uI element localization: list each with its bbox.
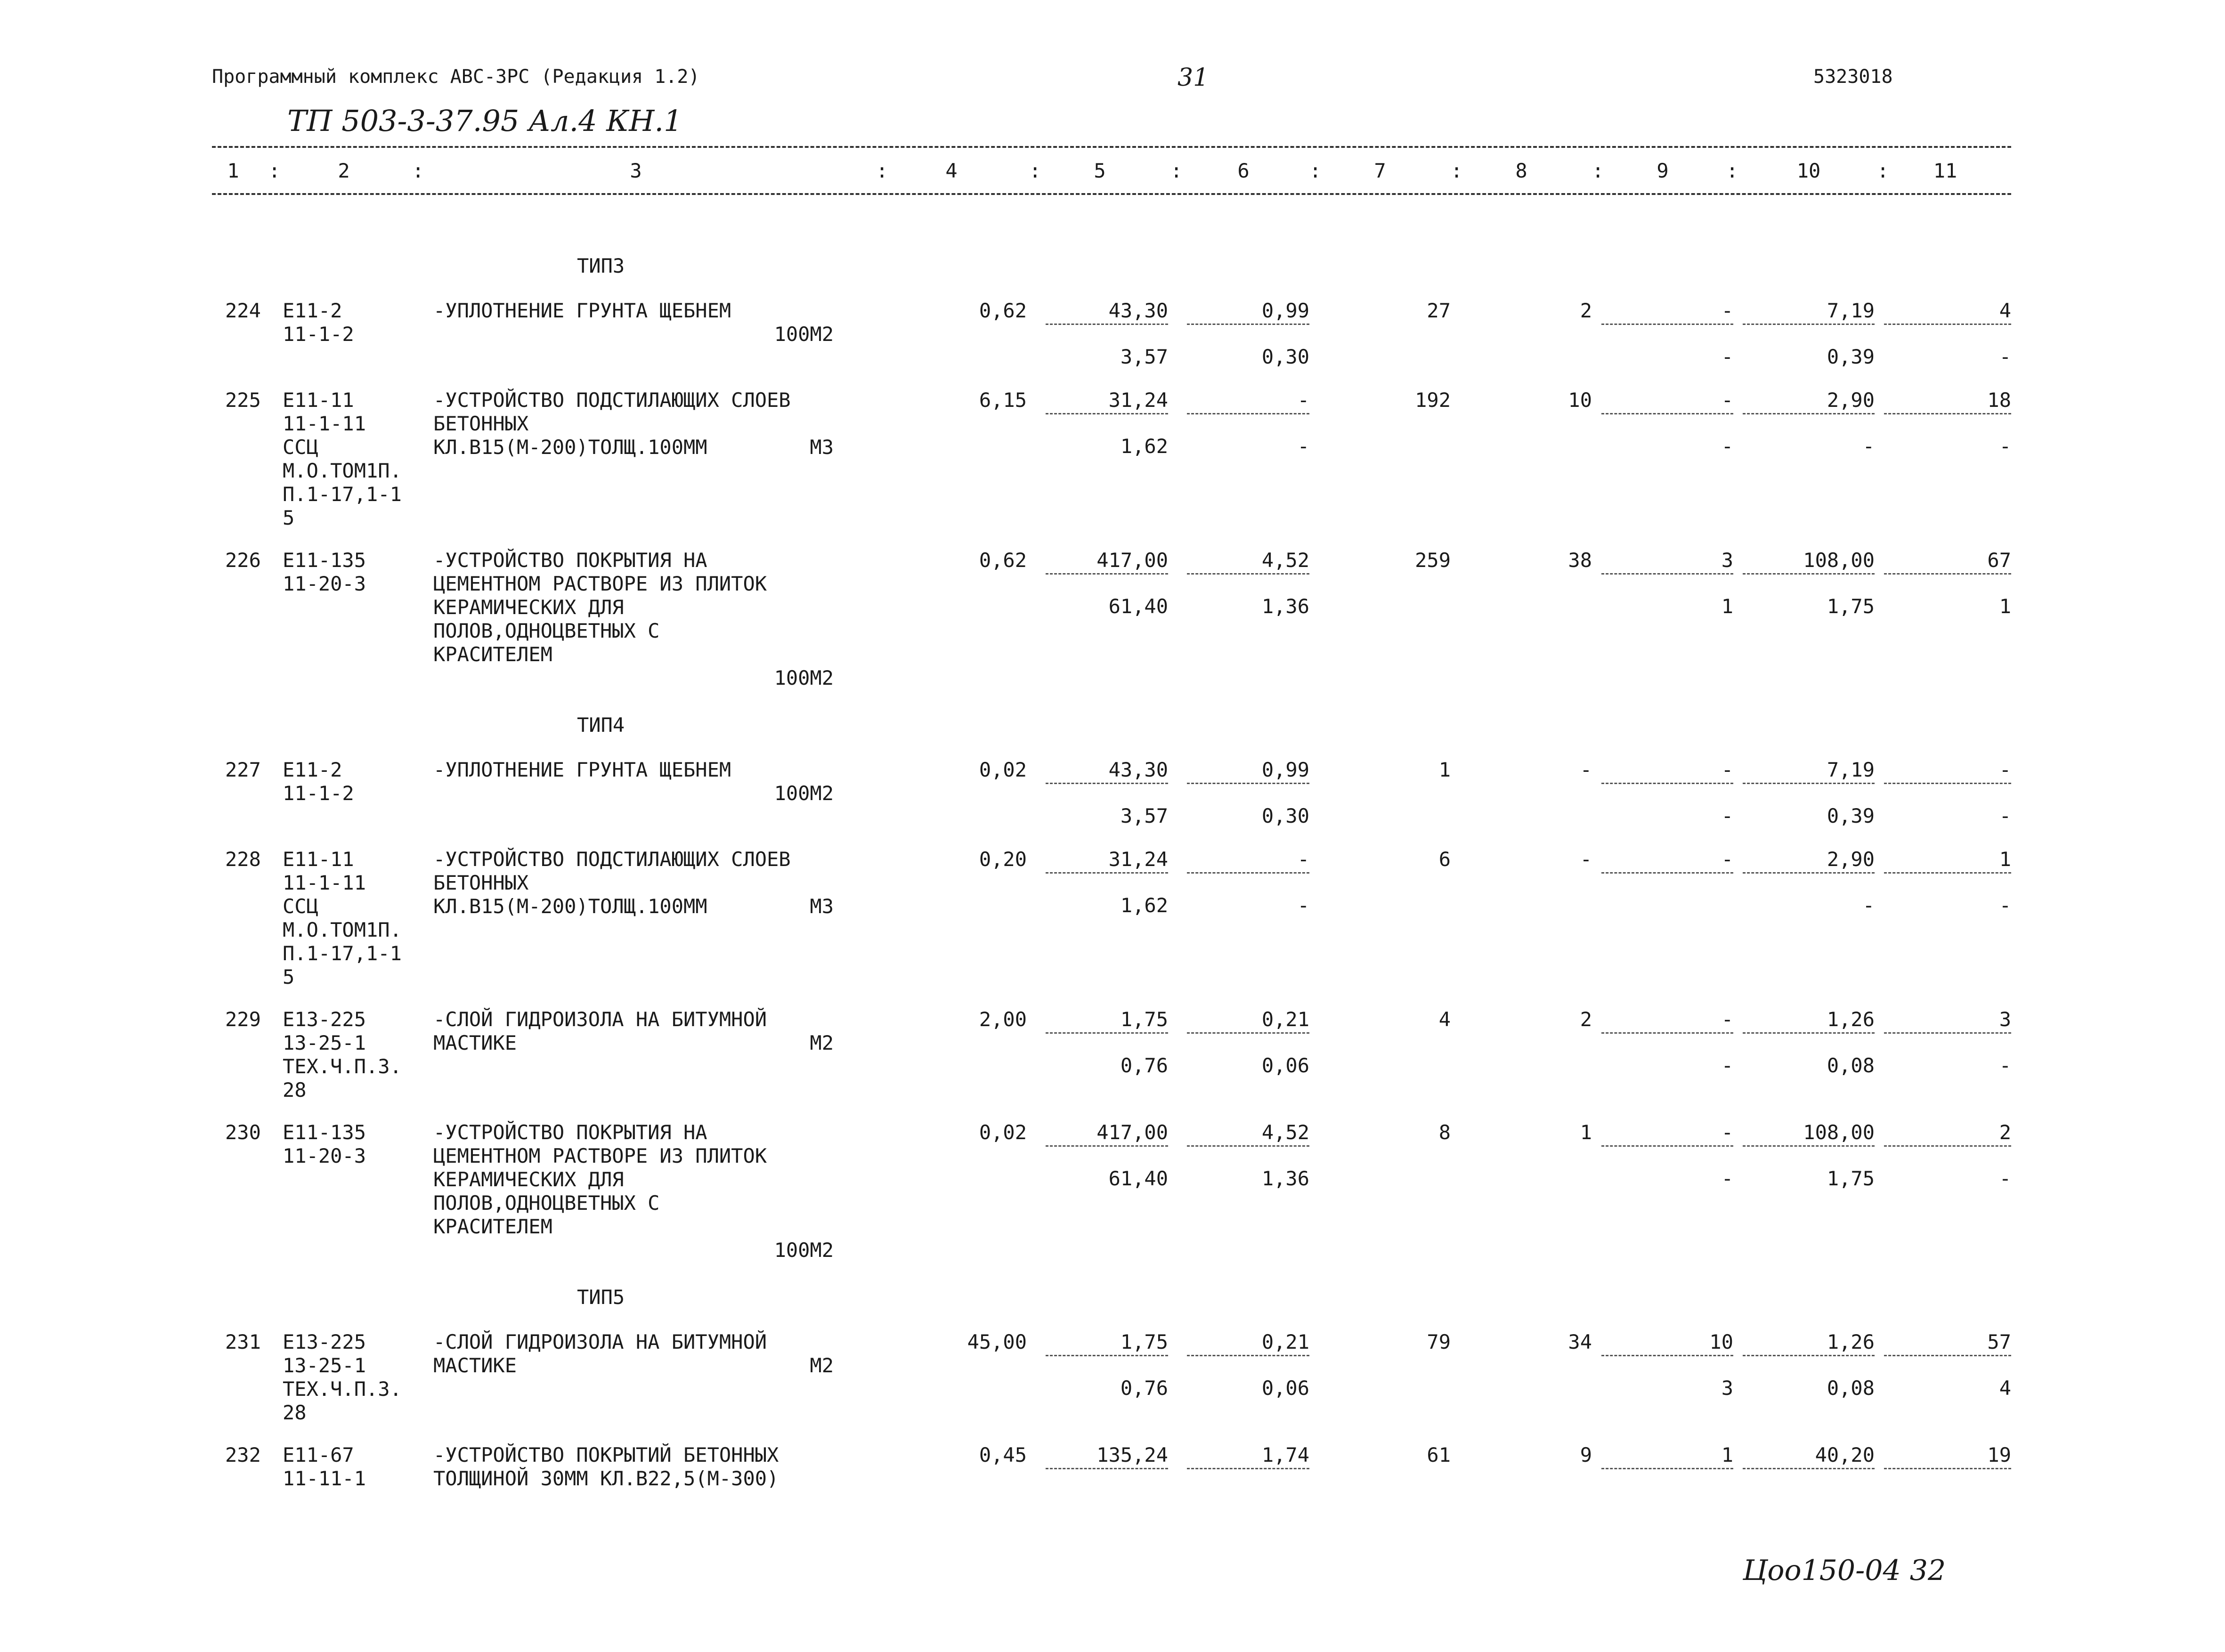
row-227-col-5: 43,30 [1108, 758, 1168, 781]
row-231-col-10: 1,26 [1827, 1330, 1875, 1353]
row-231-col-10-lower: 0,08 [1827, 1377, 1875, 1400]
row-225-unit: М3 [810, 436, 834, 459]
footer-handwritten: Цоо150-04 32 [1743, 1554, 1946, 1587]
row-231-col-5-lower: 0,76 [1120, 1377, 1168, 1400]
row-230-col-8: 1 [1580, 1121, 1592, 1144]
row-230-fraction-rule [1743, 1145, 1875, 1147]
row-228-col-10: 2,90 [1827, 848, 1875, 871]
row-224-number: 224 [225, 299, 261, 322]
row-224-col-11: 4 [1999, 299, 2011, 322]
column-header-10: 10 [1796, 159, 1821, 182]
section-title: ТИП5 [577, 1286, 625, 1309]
column-separator: : [1592, 159, 1604, 182]
row-225-col-10-lower: - [1862, 435, 1875, 458]
row-226-col-6-lower: 1,36 [1261, 595, 1309, 618]
row-225-col-7: 192 [1415, 389, 1451, 412]
row-227-col-11-lower: - [1999, 804, 2011, 827]
row-225-col-5: 31,24 [1108, 389, 1168, 412]
row-226-col-9-lower: 1 [1721, 595, 1733, 618]
row-230-col-6: 4,52 [1261, 1121, 1309, 1144]
row-228-col-5: 31,24 [1108, 848, 1168, 871]
row-229-description-line: -СЛОЙ ГИДРОИЗОЛА НА БИТУМНОЙ [433, 1008, 767, 1031]
row-231-col-5: 1,75 [1120, 1330, 1168, 1353]
row-229-col-4: 2,00 [979, 1008, 1027, 1031]
row-224-col-11-lower: - [1999, 345, 2011, 368]
row-228-description-line: КЛ.В15(М-200)ТОЛЩ.100ММ [433, 895, 707, 918]
row-225-code-line: 5 [283, 506, 295, 529]
row-228-col-7: 6 [1438, 848, 1451, 871]
row-232-description-line: -УСТРОЙСТВО ПОКРЫТИЙ БЕТОННЫХ [433, 1443, 779, 1466]
row-225-col-6-lower: - [1297, 435, 1309, 458]
row-230-fraction-rule [1046, 1145, 1168, 1147]
row-230-fraction-rule [1884, 1145, 2011, 1147]
row-227-col-9-lower: - [1721, 804, 1733, 827]
row-229-col-10: 1,26 [1827, 1008, 1875, 1031]
row-230-col-10: 108,00 [1803, 1121, 1875, 1144]
section-title: ТИП3 [577, 254, 625, 277]
row-228-col-8: - [1580, 848, 1592, 871]
row-228-code-line: 11-1-11 [283, 871, 366, 894]
row-230-col-5: 417,00 [1096, 1121, 1168, 1144]
row-224-col-8: 2 [1580, 299, 1592, 322]
row-225-fraction-rule [1046, 413, 1168, 414]
row-231-code-line: Е13-225 [283, 1330, 366, 1353]
row-228-fraction-rule [1046, 872, 1168, 874]
column-separator: : [1726, 159, 1738, 182]
row-229-col-11-lower: - [1999, 1054, 2011, 1077]
row-229-col-5: 1,75 [1120, 1008, 1168, 1031]
row-230-description-line: КЕРАМИЧЕСКИХ ДЛЯ [433, 1168, 624, 1191]
row-229-fraction-rule [1187, 1032, 1309, 1034]
page-number: 31 [1177, 64, 1209, 92]
row-227-code-line: 11-1-2 [283, 782, 354, 805]
row-227-col-4: 0,02 [979, 758, 1027, 781]
row-226-code-line: 11-20-3 [283, 572, 366, 595]
row-229-fraction-rule [1046, 1032, 1168, 1034]
column-header-4: 4 [945, 159, 958, 182]
row-228-col-9: - [1721, 848, 1733, 871]
column-separator: : [268, 159, 281, 182]
row-228-col-11-lower: - [1999, 894, 2011, 917]
row-224-col-5: 43,30 [1108, 299, 1168, 322]
row-226-col-4: 0,62 [979, 549, 1027, 572]
row-226-col-10-lower: 1,75 [1827, 595, 1875, 618]
row-230-col-4: 0,02 [979, 1121, 1027, 1144]
row-225-col-4: 6,15 [979, 389, 1027, 412]
column-header-9: 9 [1657, 159, 1669, 182]
row-232-col-9: 1 [1721, 1443, 1733, 1466]
column-header-7: 7 [1374, 159, 1386, 182]
handwritten-reference: ТП 503-3-37.95 Ал.4 КН.1 [287, 104, 682, 138]
row-225-col-6: - [1297, 389, 1309, 412]
row-229-col-7: 4 [1438, 1008, 1451, 1031]
row-230-description-line: КРАСИТЕЛЕМ [433, 1215, 552, 1238]
row-227-fraction-rule [1743, 783, 1875, 784]
row-224-col-9: - [1721, 299, 1733, 322]
row-231-fraction-rule [1187, 1355, 1309, 1356]
row-231-col-7: 79 [1427, 1330, 1451, 1353]
row-226-description-line: -УСТРОЙСТВО ПОКРЫТИЯ НА [433, 549, 707, 572]
row-228-col-11: 1 [1999, 848, 2011, 871]
row-224-col-5-lower: 3,57 [1120, 345, 1168, 368]
row-231-col-8: 34 [1568, 1330, 1592, 1353]
row-224-fraction-rule [1884, 324, 2011, 325]
column-separator: : [412, 159, 424, 182]
row-228-col-6-lower: - [1297, 894, 1309, 917]
row-224-unit: 100М2 [774, 323, 834, 346]
row-230-fraction-rule [1187, 1145, 1309, 1147]
row-225-number: 225 [225, 389, 261, 412]
row-230-unit: 100М2 [774, 1239, 834, 1262]
header-rule-bottom [212, 193, 2011, 195]
row-229-number: 229 [225, 1008, 261, 1031]
column-header-8: 8 [1515, 159, 1527, 182]
row-232-number: 232 [225, 1443, 261, 1466]
row-226-col-6: 4,52 [1261, 549, 1309, 572]
row-227-unit: 100М2 [774, 782, 834, 805]
row-231-code-line: ТЕХ.Ч.П.3. [283, 1377, 402, 1401]
row-224-col-9-lower: - [1721, 345, 1733, 368]
section-title: ТИП4 [577, 713, 625, 737]
row-232-fraction-rule [1046, 1468, 1168, 1469]
row-225-col-11-lower: - [1999, 435, 2011, 458]
row-232-col-10: 40,20 [1815, 1443, 1875, 1466]
row-229-fraction-rule [1743, 1032, 1875, 1034]
row-224-code-line: 11-1-2 [283, 323, 354, 346]
row-225-col-9: - [1721, 389, 1733, 412]
row-228-description-line: БЕТОННЫХ [433, 871, 529, 894]
row-227-col-11: - [1999, 758, 2011, 781]
row-229-col-9: - [1721, 1008, 1733, 1031]
row-226-description-line: ПОЛОВ,ОДНОЦВЕТНЫХ С [433, 619, 660, 642]
row-230-number: 230 [225, 1121, 261, 1144]
row-224-col-6-lower: 0,30 [1261, 345, 1309, 368]
row-229-col-6: 0,21 [1261, 1008, 1309, 1031]
row-232-col-5: 135,24 [1096, 1443, 1168, 1466]
row-226-description-line: КЕРАМИЧЕСКИХ ДЛЯ [433, 596, 624, 619]
row-225-col-8: 10 [1568, 389, 1592, 412]
row-231-description-line: МАСТИКЕ [433, 1354, 517, 1377]
row-230-description-line: ПОЛОВ,ОДНОЦВЕТНЫХ С [433, 1191, 660, 1215]
row-227-col-5-lower: 3,57 [1120, 804, 1168, 827]
row-226-col-8: 38 [1568, 549, 1592, 572]
row-225-description-line: БЕТОННЫХ [433, 412, 529, 435]
row-230-description-line: -УСТРОЙСТВО ПОКРЫТИЯ НА [433, 1121, 707, 1144]
column-separator: : [1309, 159, 1322, 182]
row-227-number: 227 [225, 758, 261, 781]
row-232-col-6: 1,74 [1261, 1443, 1309, 1466]
row-227-fraction-rule [1046, 783, 1168, 784]
row-231-fraction-rule [1743, 1355, 1875, 1356]
row-230-col-9: - [1721, 1121, 1733, 1144]
row-231-col-9-lower: 3 [1721, 1377, 1733, 1400]
row-229-code-line: ТЕХ.Ч.П.3. [283, 1055, 402, 1078]
row-229-unit: М2 [810, 1031, 834, 1054]
row-232-description-line: ТОЛЩИНОЙ 30ММ КЛ.В22,5(М-300) [433, 1467, 779, 1490]
row-229-col-10-lower: 0,08 [1827, 1054, 1875, 1077]
row-231-col-6-lower: 0,06 [1261, 1377, 1309, 1400]
row-226-description-line: ЦЕМЕНТНОМ РАСТВОРЕ ИЗ ПЛИТОК [433, 572, 767, 595]
row-226-unit: 100М2 [774, 666, 834, 689]
row-228-col-6: - [1297, 848, 1309, 871]
column-header-1: 1 [227, 159, 239, 182]
row-228-code-line: Е11-11 [283, 848, 354, 871]
row-231-fraction-rule [1046, 1355, 1168, 1356]
row-225-col-10: 2,90 [1827, 389, 1875, 412]
row-226-fraction-rule [1743, 573, 1875, 575]
row-225-code-line: ССЦ [283, 436, 318, 459]
row-228-fraction-rule [1884, 872, 2011, 874]
row-229-col-9-lower: - [1721, 1054, 1733, 1077]
row-229-description-line: МАСТИКЕ [433, 1031, 517, 1054]
column-separator: : [876, 159, 888, 182]
row-230-col-6-lower: 1,36 [1261, 1167, 1309, 1190]
row-229-col-6-lower: 0,06 [1261, 1054, 1309, 1077]
row-232-col-11: 19 [1987, 1443, 2011, 1466]
row-226-col-11: 67 [1987, 549, 2011, 572]
row-227-fraction-rule [1601, 783, 1733, 784]
row-224-description-line: -УПЛОТНЕНИЕ ГРУНТА ЩЕБНЕМ [433, 299, 731, 322]
document-code: 5323018 [1813, 66, 1893, 88]
row-232-fraction-rule [1743, 1468, 1875, 1469]
row-228-description-line: -УСТРОЙСТВО ПОДСТИЛАЮЩИХ СЛОЕВ [433, 848, 791, 871]
row-226-fraction-rule [1884, 573, 2011, 575]
row-228-number: 228 [225, 848, 261, 871]
row-226-col-10: 108,00 [1803, 549, 1875, 572]
row-224-code-line: Е11-2 [283, 299, 342, 322]
row-232-code-line: 11-11-1 [283, 1467, 366, 1490]
row-227-col-6-lower: 0,30 [1261, 804, 1309, 827]
program-title: Программный комплекс АВС-ЗРС (Редакция 1.2) [212, 66, 700, 88]
row-224-col-7: 27 [1427, 299, 1451, 322]
row-227-fraction-rule [1187, 783, 1309, 784]
row-225-col-5-lower: 1,62 [1120, 435, 1168, 458]
column-header-5: 5 [1094, 159, 1106, 182]
row-231-code-line: 28 [283, 1401, 307, 1424]
row-230-code-line: 11-20-3 [283, 1144, 366, 1167]
row-225-fraction-rule [1187, 413, 1309, 414]
row-230-col-11-lower: - [1999, 1167, 2011, 1190]
row-228-code-line: М.О.ТОМ1П. [283, 918, 402, 941]
row-230-col-9-lower: - [1721, 1167, 1733, 1190]
row-225-fraction-rule [1601, 413, 1733, 414]
row-231-col-11-lower: 4 [1999, 1377, 2011, 1400]
row-229-col-11: 3 [1999, 1008, 2011, 1031]
row-227-col-6: 0,99 [1261, 758, 1309, 781]
row-225-fraction-rule [1884, 413, 2011, 414]
column-separator: : [1877, 159, 1889, 182]
row-229-fraction-rule [1884, 1032, 2011, 1034]
column-header-2: 2 [338, 159, 350, 182]
row-224-fraction-rule [1187, 324, 1309, 325]
row-226-number: 226 [225, 549, 261, 572]
row-230-description-line: ЦЕМЕНТНОМ РАСТВОРЕ ИЗ ПЛИТОК [433, 1144, 767, 1167]
row-226-col-5: 417,00 [1096, 549, 1168, 572]
row-232-fraction-rule [1884, 1468, 2011, 1469]
row-229-col-8: 2 [1580, 1008, 1592, 1031]
row-228-fraction-rule [1601, 872, 1733, 874]
row-226-code-line: Е11-135 [283, 549, 366, 572]
row-229-code-line: 28 [283, 1078, 307, 1101]
row-226-fraction-rule [1046, 573, 1168, 575]
row-226-col-7: 259 [1415, 549, 1451, 572]
row-232-fraction-rule [1187, 1468, 1309, 1469]
row-227-fraction-rule [1884, 783, 2011, 784]
row-225-description-line: -УСТРОЙСТВО ПОДСТИЛАЮЩИХ СЛОЕВ [433, 389, 791, 412]
row-228-code-line: П.1-17,1-1 [283, 942, 402, 965]
row-231-col-6: 0,21 [1261, 1330, 1309, 1353]
row-224-col-10: 7,19 [1827, 299, 1875, 322]
row-229-col-5-lower: 0,76 [1120, 1054, 1168, 1077]
row-229-fraction-rule [1601, 1032, 1733, 1034]
row-225-col-9-lower: - [1721, 435, 1733, 458]
row-230-fraction-rule [1601, 1145, 1733, 1147]
row-225-col-11: 18 [1987, 389, 2011, 412]
row-231-unit: М2 [810, 1354, 834, 1377]
row-232-col-4: 0,45 [979, 1443, 1027, 1466]
column-separator: : [1170, 159, 1183, 182]
row-231-code-line: 13-25-1 [283, 1354, 366, 1377]
row-230-col-7: 8 [1438, 1121, 1451, 1144]
row-224-col-6: 0,99 [1261, 299, 1309, 322]
row-231-col-4: 45,00 [967, 1330, 1027, 1353]
row-228-col-10-lower: - [1862, 894, 1875, 917]
row-230-col-11: 2 [1999, 1121, 2011, 1144]
row-230-col-5-lower: 61,40 [1108, 1167, 1168, 1190]
row-231-number: 231 [225, 1330, 261, 1353]
row-225-code-line: М.О.ТОМ1П. [283, 459, 402, 482]
row-227-col-8: - [1580, 758, 1592, 781]
row-228-unit: М3 [810, 895, 834, 918]
row-230-col-10-lower: 1,75 [1827, 1167, 1875, 1190]
row-225-code-line: 11-1-11 [283, 412, 366, 435]
row-226-fraction-rule [1187, 573, 1309, 575]
row-227-code-line: Е11-2 [283, 758, 342, 781]
row-232-fraction-rule [1601, 1468, 1733, 1469]
row-225-code-line: Е11-11 [283, 389, 354, 412]
row-228-col-5-lower: 1,62 [1120, 894, 1168, 917]
row-228-code-line: ССЦ [283, 895, 318, 918]
column-header-6: 6 [1237, 159, 1250, 182]
row-228-col-4: 0,20 [979, 848, 1027, 871]
header-rule-top [212, 146, 2011, 148]
row-231-fraction-rule [1884, 1355, 2011, 1356]
row-226-col-9: 3 [1721, 549, 1733, 572]
row-232-col-7: 61 [1427, 1443, 1451, 1466]
row-232-code-line: Е11-67 [283, 1443, 354, 1466]
column-header-11: 11 [1933, 159, 1957, 182]
row-230-code-line: Е11-135 [283, 1121, 366, 1144]
row-229-code-line: 13-25-1 [283, 1031, 366, 1054]
column-separator: : [1029, 159, 1041, 182]
row-225-description-line: КЛ.В15(М-200)ТОЛЩ.100ММ [433, 436, 707, 459]
row-226-description-line: КРАСИТЕЛЕМ [433, 643, 552, 666]
row-227-description-line: -УПЛОТНЕНИЕ ГРУНТА ЩЕБНЕМ [433, 758, 731, 781]
row-231-col-11: 57 [1987, 1330, 2011, 1353]
row-231-fraction-rule [1601, 1355, 1733, 1356]
row-224-fraction-rule [1743, 324, 1875, 325]
row-227-col-10: 7,19 [1827, 758, 1875, 781]
row-228-code-line: 5 [283, 965, 295, 988]
row-228-fraction-rule [1743, 872, 1875, 874]
row-224-fraction-rule [1046, 324, 1168, 325]
row-224-col-10-lower: 0,39 [1827, 345, 1875, 368]
row-224-col-4: 0,62 [979, 299, 1027, 322]
row-224-fraction-rule [1601, 324, 1733, 325]
row-227-col-9: - [1721, 758, 1733, 781]
column-header-3: 3 [630, 159, 642, 182]
row-225-code-line: П.1-17,1-1 [283, 483, 402, 506]
row-231-col-9: 10 [1709, 1330, 1733, 1353]
row-226-fraction-rule [1601, 573, 1733, 575]
row-227-col-10-lower: 0,39 [1827, 804, 1875, 827]
row-231-description-line: -СЛОЙ ГИДРОИЗОЛА НА БИТУМНОЙ [433, 1330, 767, 1353]
column-separator: : [1451, 159, 1463, 182]
row-226-col-11-lower: 1 [1999, 595, 2011, 618]
row-227-col-7: 1 [1438, 758, 1451, 781]
row-226-col-5-lower: 61,40 [1108, 595, 1168, 618]
row-228-fraction-rule [1187, 872, 1309, 874]
row-229-code-line: Е13-225 [283, 1008, 366, 1031]
row-232-col-8: 9 [1580, 1443, 1592, 1466]
row-225-fraction-rule [1743, 413, 1875, 414]
